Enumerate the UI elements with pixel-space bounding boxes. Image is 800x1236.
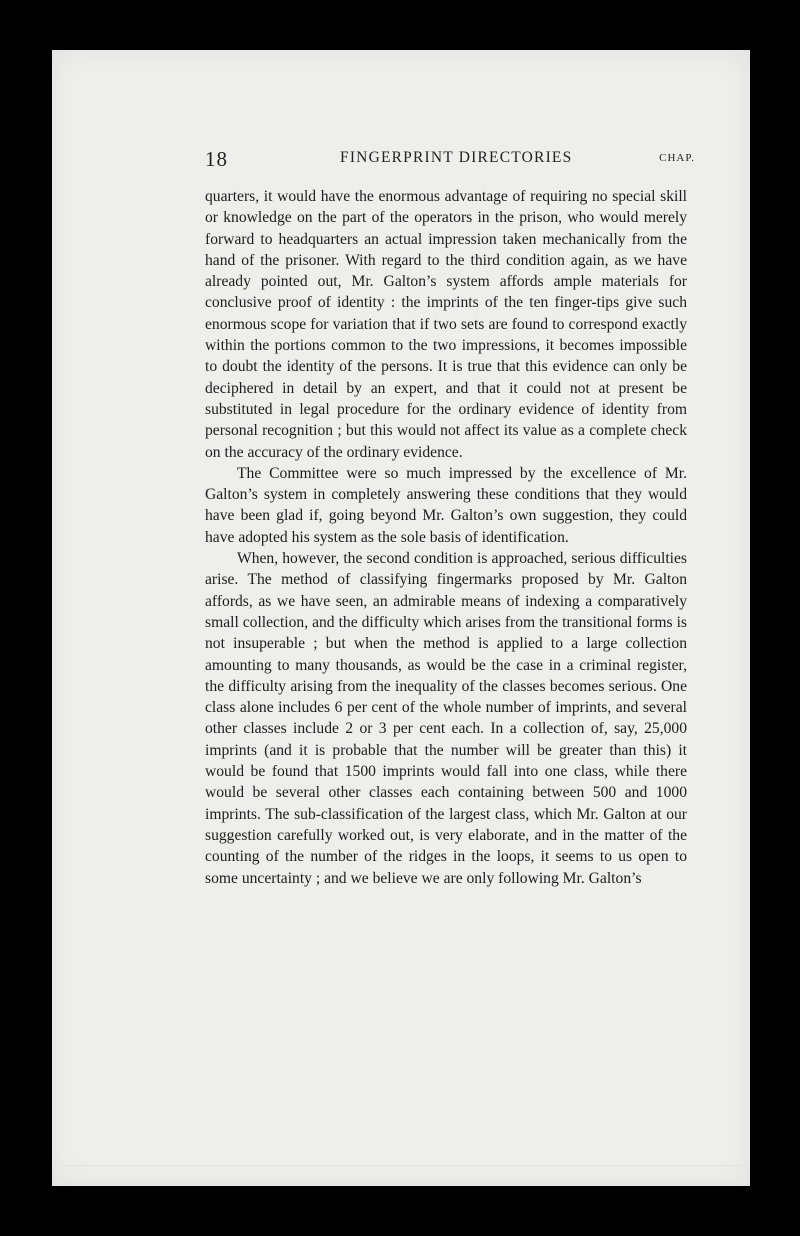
- page-number: 18: [205, 147, 228, 171]
- paragraph: The Committee were so much impressed by the excellence of Mr. Galton’s system in completely answering these conditions that they would have been glad if, going beyond Mr. Galton’s own suggestion, they could have adopted his system as the sole basis of identification.: [205, 464, 687, 546]
- paragraph-continued: quarters, it would have the enormous advantage of requiring no special skill or knowledge on the part of the operators in the prison, who would merely forward to headquarters an actual impression taken mechanically from the hand of the prisoner. With regard to the third condition again, as we have already pointed out, Mr. Galton’s system affords ample materials for conclusive proof of identity : the imprints of the ten finger-tips give such enormous scope for variation that if two sets are found to correspond exactly within the portions common to the two impressions, it becomes impossible to doubt the identity of the persons. It is true that this evidence can only be deciphered in detail by an expert, and that it could not at present be substituted in legal procedure for the ordinary evidence of identity from personal recognition ; but this would not affect its value as a complete check on the accuracy of the ordinary evidence.: [205, 188, 687, 461]
- page-header: [205, 147, 695, 171]
- chapter-label: CHAP.: [659, 152, 695, 164]
- running-title: FINGERPRINT DIRECTORIES: [340, 149, 573, 166]
- paragraph: When, however, the second condition is approached, serious difficulties arise. The method of classifying fingermarks proposed by Mr. Galton affords, as we have seen, an admirable means of indexing a comparatively small collection, and the difficulty which arises from the transitional forms is not insuperable ; but when the method is applied to a large collection amounting to many thousands, as would be the case in a criminal register, the difficulty arising from the inequality of the classes becomes serious. One class alone includes 6 per cent of the whole number of imprints, and several other classes include 2 or 3 per cent each. In a collection of, say, 25,000 imprints (and it is probable that the number will be greater than this) it would be found that 1500 imprints would fall into one class, while there would be several other classes each containing between 500 and 1000 imprints. The sub-classification of the largest class, which Mr. Galton at our suggestion carefully worked out, is very elaborate, and in the matter of the counting of the number of the ridges in the loops, it seems to us open to some uncertainty ; and we believe we are only following Mr. Galton’s: [205, 550, 687, 887]
- body-text: [205, 186, 687, 889]
